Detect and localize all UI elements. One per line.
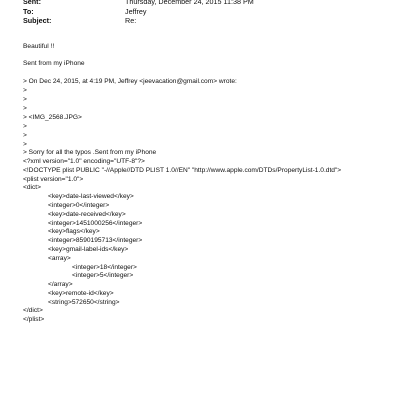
body-line: <key>flags</key> — [48, 228, 100, 235]
body-line: <integer>0</integer> — [48, 202, 110, 209]
body-line: <integer>8590195713</integer> — [48, 237, 143, 244]
body-line: </array> — [48, 281, 73, 288]
body-line: <array> — [48, 255, 71, 262]
subject-label: Subject: — [23, 16, 52, 25]
body-line: > <IMG_2568.JPG> — [23, 114, 82, 121]
body-line: > Sorry for all the typos .Sent from my iPhone — [23, 149, 157, 156]
body-line: <string>572650</string> — [48, 299, 120, 306]
body-line: > — [23, 105, 27, 112]
body-line: > — [23, 123, 27, 130]
body-line: </dict> — [23, 307, 43, 314]
to-label: To: — [23, 7, 34, 16]
body-line: <integer>5</integer> — [72, 272, 134, 279]
body-line: Sent from my iPhone — [23, 60, 85, 67]
body-line: <key>date-received</key> — [48, 211, 126, 218]
body-line: <key>date-last-viewed</key> — [48, 193, 134, 200]
to-value: Jeffrey — [125, 7, 147, 16]
subject-value: Re: — [125, 16, 137, 25]
body-line: <?xml version="1.0" encoding="UTF-8"?> — [23, 158, 145, 165]
body-line: > — [23, 141, 27, 148]
body-line: <key>remote-id</key> — [48, 290, 114, 297]
body-line: > On Dec 24, 2015, at 4:19 PM, Jeffrey <jeevacation@gmail.com> wrote: — [23, 78, 237, 85]
body-line: <integer>18</integer> — [72, 264, 137, 271]
sent-label: Sent: — [23, 0, 41, 6]
body-line: <dict> — [23, 184, 41, 191]
body-line: > — [23, 96, 27, 103]
body-line: <plist version="1.0"> — [23, 176, 84, 183]
body-line: > — [23, 87, 27, 94]
body-line: </plist> — [23, 316, 45, 323]
body-line: <integer>1451000256</integer> — [48, 220, 143, 227]
body-line: <key>gmail-label-ids</key> — [48, 246, 129, 253]
body-line: <!DOCTYPE plist PUBLIC "-//Apple//DTD PLIST 1.0//EN" "http://www.apple.com/DTDs/PropertyList-1.0.dtd"> — [23, 167, 342, 174]
sent-value: Thursday, December 24, 2015 11:38 PM — [125, 0, 254, 6]
body-line: Beautiful !! — [23, 43, 55, 50]
body-line: > — [23, 132, 27, 139]
